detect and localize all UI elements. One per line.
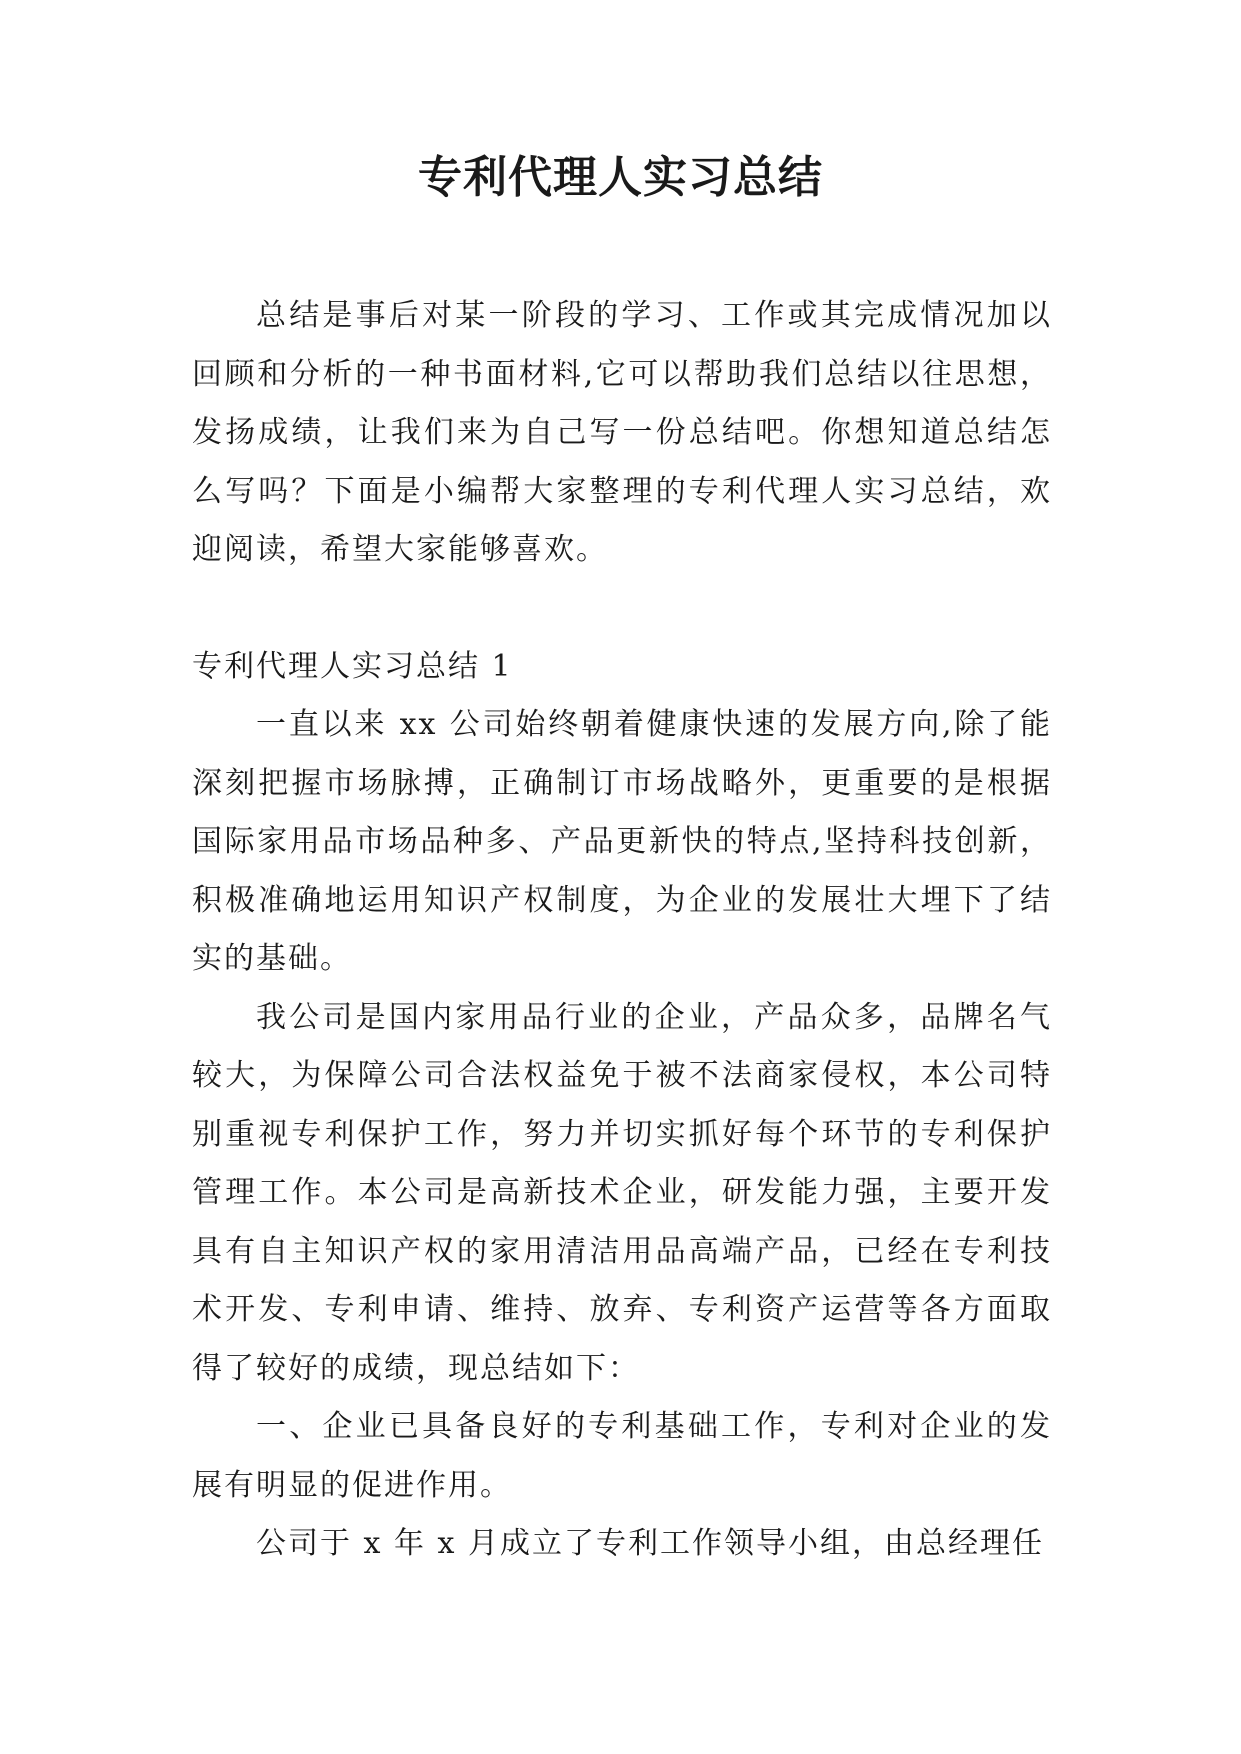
section-heading: 专利代理人实习总结 1 — [192, 648, 513, 684]
document-title: 专利代理人实习总结 — [418, 152, 823, 203]
document-body — [192, 287, 1052, 1574]
body-paragraph-3: 一、企业已具备良好的专利基础工作，专利对企业的发展有明显的促进作用。 — [192, 1409, 1052, 1503]
intro-paragraph: 总结是事后对某一阶段的学习、工作或其完成情况加以回顾和分析的一种书面材料,它可以帮助我们总结以往思想，发扬成绩，让我们来为自己写一份总结吧。你想知道总结怎么写吗？下面是小编帮大家整理的专利代理人实习总结，欢迎阅读，希望大家能够喜欢。 — [192, 298, 1052, 567]
body-paragraph-4: 公司于 x 年 x 月成立了专利工作领导小组，由总经理任 — [256, 1526, 1044, 1561]
paragraph-gap — [192, 580, 1052, 638]
body-paragraph-1: 一直以来 xx 公司始终朝着健康快速的发展方向,除了能深刻把握市场脉搏，正确制订市场战略外，更重要的是根据国际家用品市场品种多、产品更新快的特点,坚持科技创新，积极准确地运用知识产权制度，为企业的发展壮大埋下了结实的基础。 — [192, 707, 1052, 976]
body-paragraph-2: 我公司是国内家用品行业的企业，产品众多，品牌名气较大，为保障公司合法权益免于被不法商家侵权，本公司特别重视专利保护工作，努力并切实抓好每个环节的专利保护管理工作。本公司是高新技术企业，研发能力强，主要开发具有自主知识产权的家用清洁用品高端产品，已经在专利技术开发、专利申请、维持、放弃、专利资产运营等各方面取得了较好的成绩，现总结如下： — [192, 999, 1052, 1386]
